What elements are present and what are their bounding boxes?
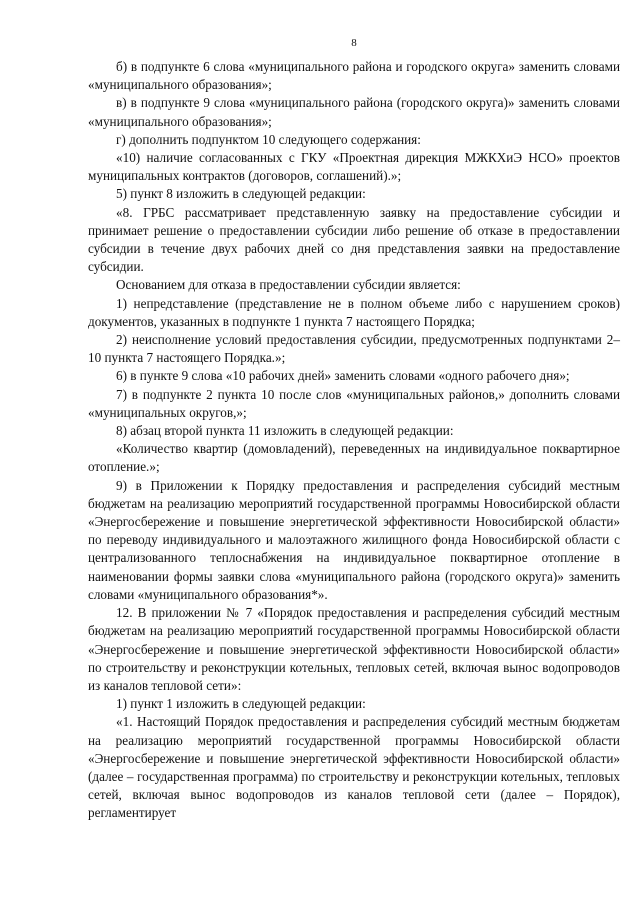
paragraph: 7) в подпункте 2 пункта 10 после слов «муниципальных районов,» дополнить словами «муниципальных округов,»; — [88, 386, 620, 420]
paragraph: 6) в пункте 9 слова «10 рабочих дней» заменить словами «одного рабочего дня»; — [116, 368, 570, 384]
paragraph: «1. Настоящий Порядок предоставления и распределения субсидий местным бюджетам на реализацию мероприятий государственной программы Новосибирской области «Энергосбережение и повышение энергетической эффективности Новосибирской области» (далее – государственная программа) по строительству и реконструкции котельных, тепловых сетей, включая вынос водопроводов из каналов тепловой сети (далее – Порядок), регламентирует — [88, 714, 620, 821]
paragraph: 5) пункт 8 изложить в следующей редакции: — [116, 186, 366, 202]
paragraph: «8. ГРБС рассматривает представленную заявку на предоставление субсидии и принимает решение о предоставлении субсидии либо решение об отказе в предоставлении субсидии в течение двух рабочих дней со дня представления заявки на предоставление субсидии. — [88, 204, 620, 275]
paragraph: «10) наличие согласованных с ГКУ «Проектная дирекция МЖКХиЭ НСО» проектов муниципальных контрактов (договоров, соглашений).»; — [88, 150, 620, 184]
paragraph: «Количество квартир (домовладений), переведенных на индивидуальное поквартирное отопление.»; — [88, 441, 620, 475]
paragraph: 1) непредставление (представление не в полном объеме либо с нарушением сроков) документов, указанных в подпункте 1 пункта 7 настоящего Порядка; — [88, 295, 620, 329]
paragraph: 9) в Приложении к Порядку предоставления и распределения субсидий местным бюджетам на реализацию мероприятий государственной программы Новосибирской области «Энергосбережение и повышение энергетической эффективности Новосибирской области» по переводу индивидуального и малоэтажного жилищного фонда Новосибирской области с централизованного теплоснабжения на индивидуальное поквартирное отопление в наименовании формы заявки слова «муниципального района (городского округа)» заменить словами «муниципального образования*». — [88, 477, 620, 602]
page-number: 8 — [351, 37, 357, 49]
paragraph: б) в подпункте 6 слова «муниципального района и городского округа» заменить словами «муниципального образования»; — [88, 59, 620, 93]
paragraph: 2) неисполнение условий предоставления субсидии, предусмотренных подпунктами 2–10 пункта 7 настоящего Порядка.»; — [88, 332, 620, 366]
paragraph: Основанием для отказа в предоставлении субсидии является: — [116, 277, 461, 293]
paragraph: в) в подпункте 9 слова «муниципального района (городского округа)» заменить словами «муниципального образования»; — [88, 95, 620, 129]
paragraph: 1) пункт 1 изложить в следующей редакции: — [116, 696, 366, 712]
paragraph: 8) абзац второй пункта 11 изложить в следующей редакции: — [116, 423, 454, 439]
paragraph: 12. В приложении № 7 «Порядок предоставления и распределения субсидий местным бюджетам на реализацию мероприятий государственной программы Новосибирской области «Энергосбережение и повышение энергетической эффективности Новосибирской области» по строительству и реконструкции котельных, тепловых сетей, включая вынос водопроводов из каналов тепловой сети»: — [88, 605, 620, 693]
paragraph: г) дополнить подпунктом 10 следующего содержания: — [116, 131, 421, 147]
document-body — [88, 58, 620, 823]
